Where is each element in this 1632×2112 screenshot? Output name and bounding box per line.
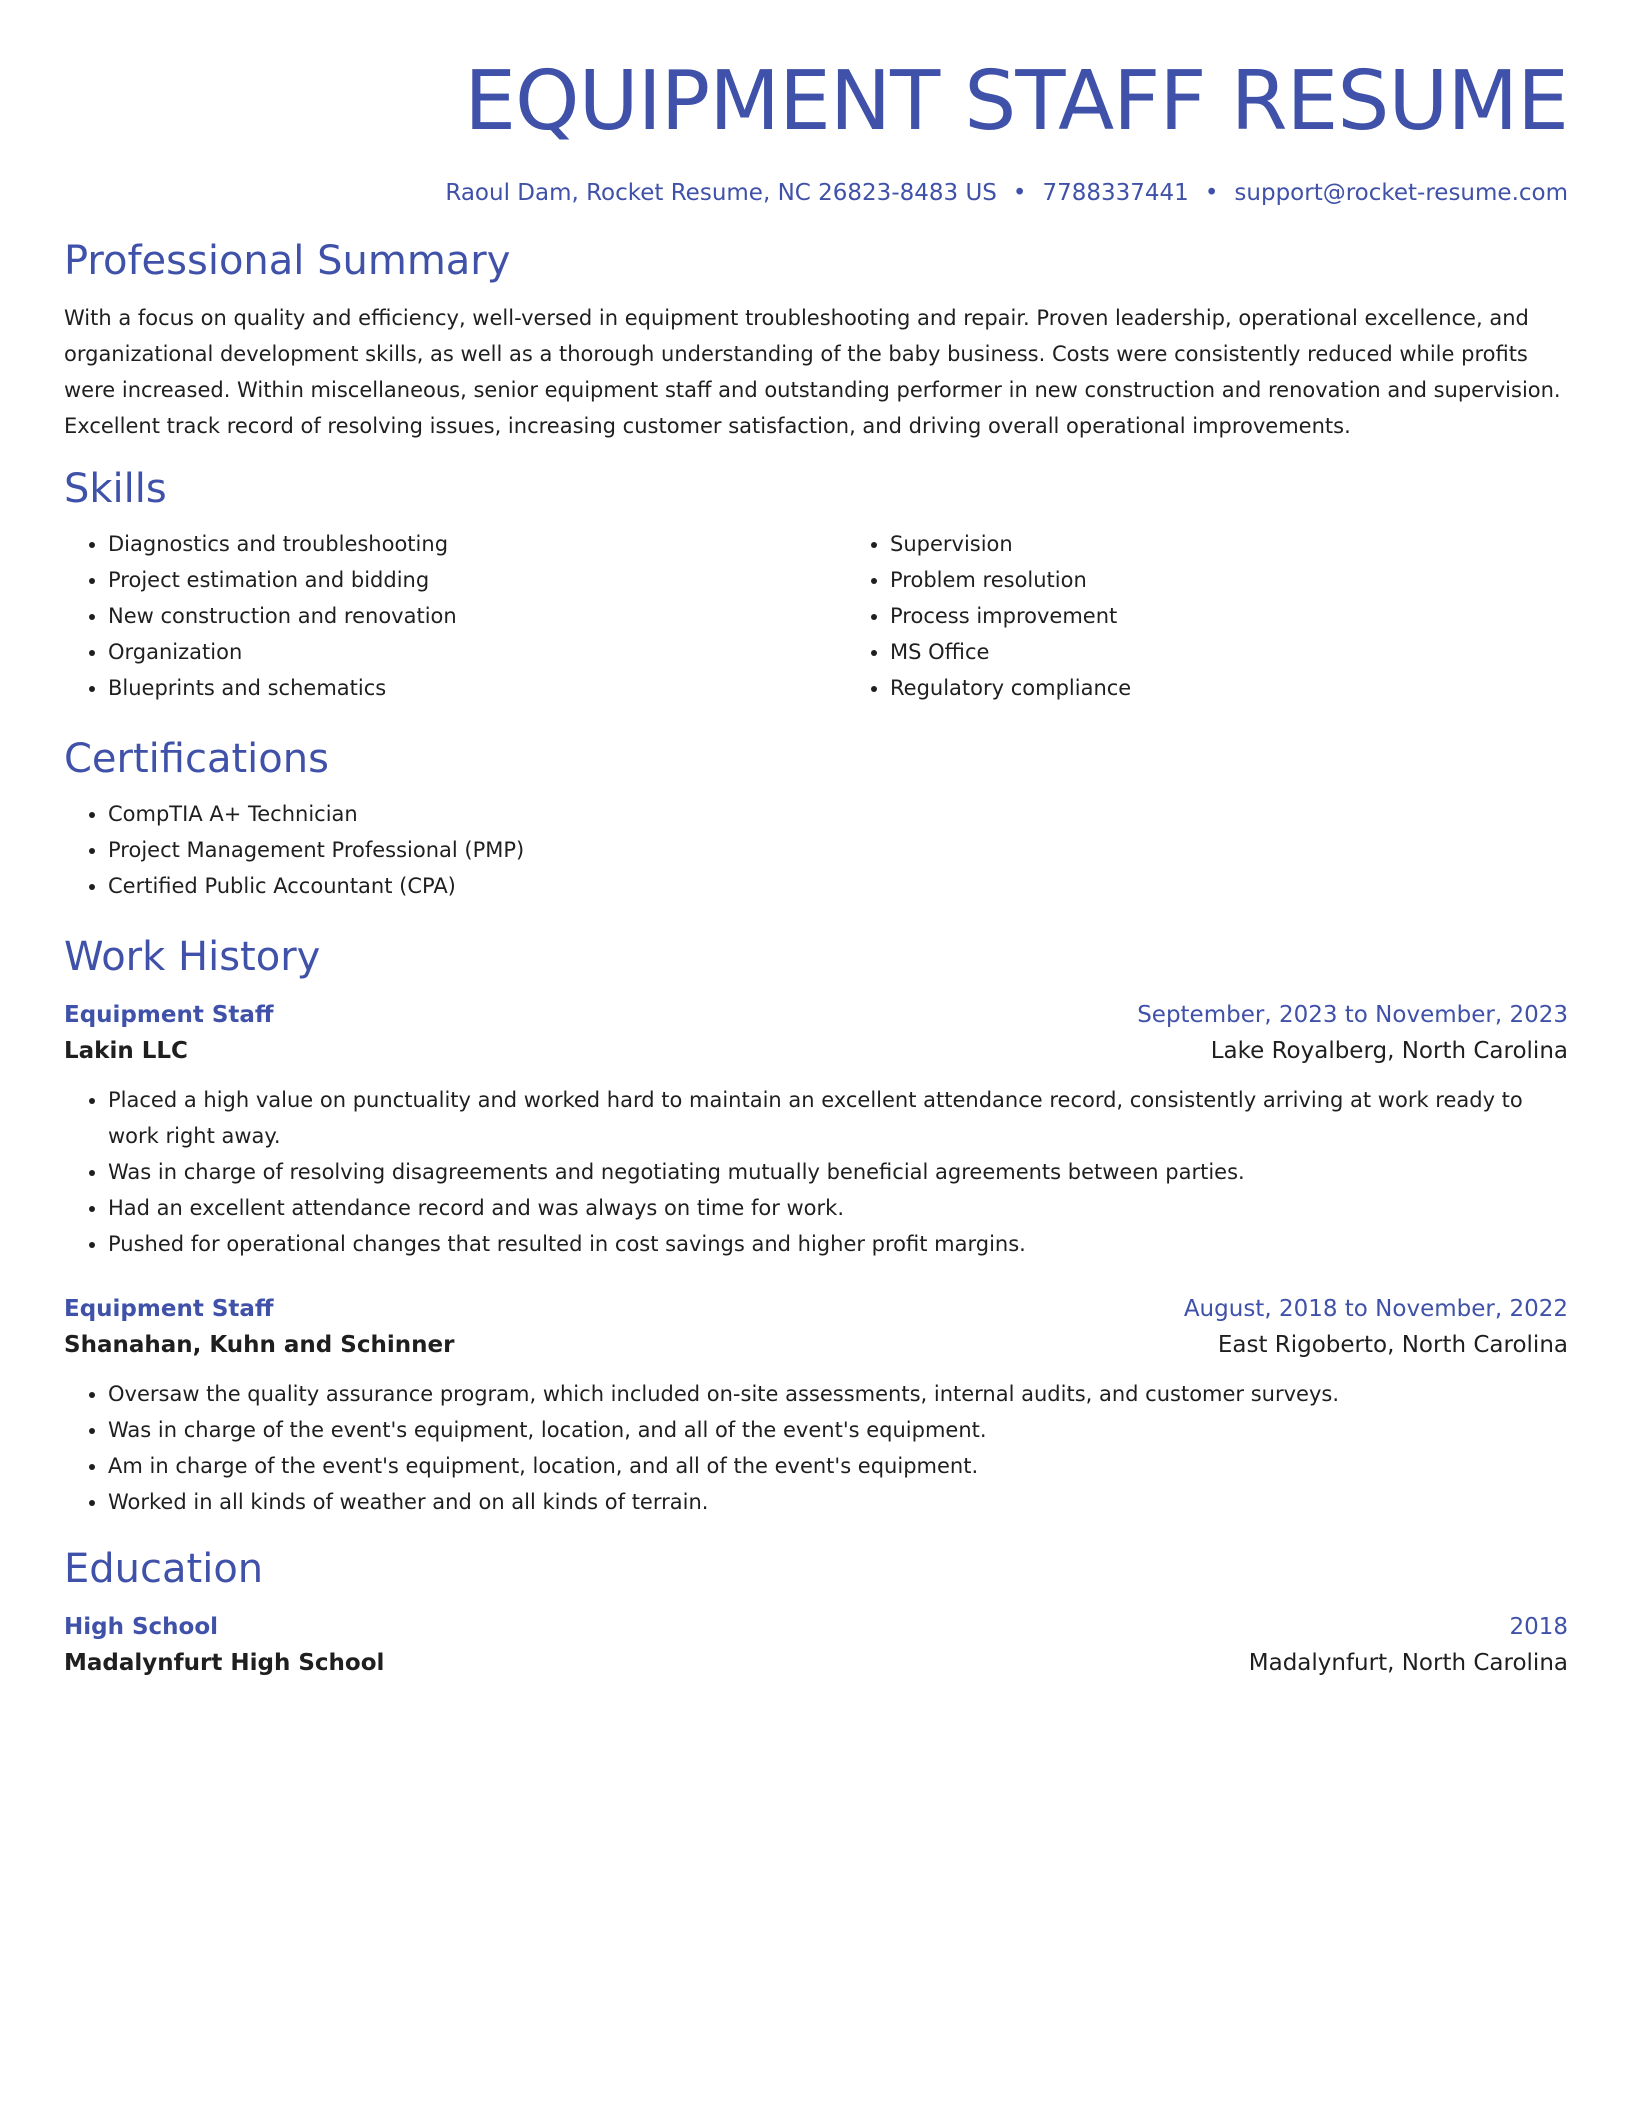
job-header: [64, 1292, 1568, 1326]
job-bullet: • Had an excellent attendance record and was always on time for work.: [108, 1190, 1568, 1226]
job-dates: September, 2023 to November, 2023: [1137, 1002, 1568, 1028]
job-bullet: • Pushed for operational changes that resulted in cost savings and higher profit margins.: [108, 1226, 1568, 1262]
certification-item: • Certified Public Accountant (CPA): [108, 868, 1568, 904]
skills-section: [64, 464, 1568, 706]
contact-email: support@rocket-resume.com: [1234, 180, 1568, 206]
work-history-section: [64, 932, 1568, 1520]
skill-item: • Regulatory compliance: [890, 670, 1568, 706]
certifications-section: [64, 734, 1568, 904]
education-year: 2018: [1509, 1614, 1568, 1640]
job-bullet: • Was in charge of the event's equipment, location, and all of the event's equipment.: [108, 1412, 1568, 1448]
education-subheader: [64, 1644, 1568, 1682]
job-bullet: • Oversaw the quality assurance program, which included on-site assessments, internal audits, and customer surveys.: [108, 1376, 1568, 1412]
page-title: EQUIPMENT STAFF RESUME: [464, 54, 1568, 149]
skill-item: • Problem resolution: [890, 562, 1568, 598]
skill-item: • Organization: [108, 634, 846, 670]
job-bullet: • Placed a high value on punctuality and worked hard to maintain an excellent attendance record, consistently arriving at work ready to work right away.: [108, 1082, 1568, 1154]
skill-item: • MS Office: [890, 634, 1568, 670]
certifications-list: [64, 796, 1568, 904]
job-bullets: [64, 1376, 1568, 1520]
job-location: Lake Royalberg, North Carolina: [1210, 1038, 1568, 1064]
certification-item: • Project Management Professional (PMP): [108, 832, 1568, 868]
skills-heading: Skills: [64, 466, 167, 512]
job-entry: [64, 1292, 1568, 1520]
education-entry: [64, 1610, 1568, 1682]
education-location: Madalynfurt, North Carolina: [1248, 1650, 1568, 1676]
job-title: Equipment Staff: [64, 1296, 274, 1322]
job-dates: August, 2018 to November, 2022: [1183, 1296, 1568, 1322]
job-header: [64, 998, 1568, 1032]
contact-line: [64, 178, 1568, 208]
skills-list-left: [64, 526, 846, 706]
certification-item: • CompTIA A+ Technician: [108, 796, 1568, 832]
job-entry: [64, 998, 1568, 1262]
job-title: Equipment Staff: [64, 1002, 274, 1028]
job-company: Lakin LLC: [64, 1038, 188, 1064]
skills-list-right: [846, 526, 1568, 706]
skill-item: • Project estimation and bidding: [108, 562, 846, 598]
contact-separator: •: [1012, 180, 1027, 206]
education-degree: High School: [64, 1614, 219, 1640]
job-bullet: • Am in charge of the event's equipment, location, and all of the event's equipment.: [108, 1448, 1568, 1484]
job-subheader: [64, 1032, 1568, 1070]
job-bullet: • Worked in all kinds of weather and on all kinds of terrain.: [108, 1484, 1568, 1520]
summary-heading: Professional Summary: [64, 238, 511, 284]
education-section: [64, 1544, 1568, 1682]
education-header: [64, 1610, 1568, 1644]
skills-grid: [64, 526, 1568, 706]
contact-phone: 7788337441: [1042, 180, 1189, 206]
resume-header: [64, 52, 1568, 208]
summary-section: [64, 236, 1568, 444]
skill-item: • Blueprints and schematics: [108, 670, 846, 706]
skill-item: • New construction and renovation: [108, 598, 846, 634]
contact-separator: •: [1204, 180, 1219, 206]
skill-item: • Supervision: [890, 526, 1568, 562]
work-history-heading: Work History: [64, 934, 321, 980]
education-heading: Education: [64, 1546, 264, 1592]
skill-item: • Process improvement: [890, 598, 1568, 634]
job-subheader: [64, 1326, 1568, 1364]
summary-text: With a focus on quality and efficiency, well-versed in equipment troubleshooting and repair. Proven leadership, operational excellence, and organizational development skills, as well as a thorough understanding of the baby business. Costs were consistently reduced while profits were increased. Within miscellaneous, senior equipment staff and outstanding performer in new construction and renovation and supervision. Excellent track record of resolving issues, increasing customer satisfaction, and driving overall operational improvements.: [64, 306, 1561, 438]
job-bullet: • Was in charge of resolving disagreements and negotiating mutually beneficial agreements between parties.: [108, 1154, 1568, 1190]
job-bullets: [64, 1082, 1568, 1262]
education-school: Madalynfurt High School: [64, 1650, 385, 1676]
certifications-heading: Certifications: [64, 736, 329, 782]
contact-address: Raoul Dam, Rocket Resume, NC 26823-8483 US: [445, 180, 997, 206]
skill-item: • Diagnostics and troubleshooting: [108, 526, 846, 562]
job-location: East Rigoberto, North Carolina: [1217, 1332, 1568, 1358]
job-company: Shanahan, Kuhn and Schinner: [64, 1332, 455, 1358]
